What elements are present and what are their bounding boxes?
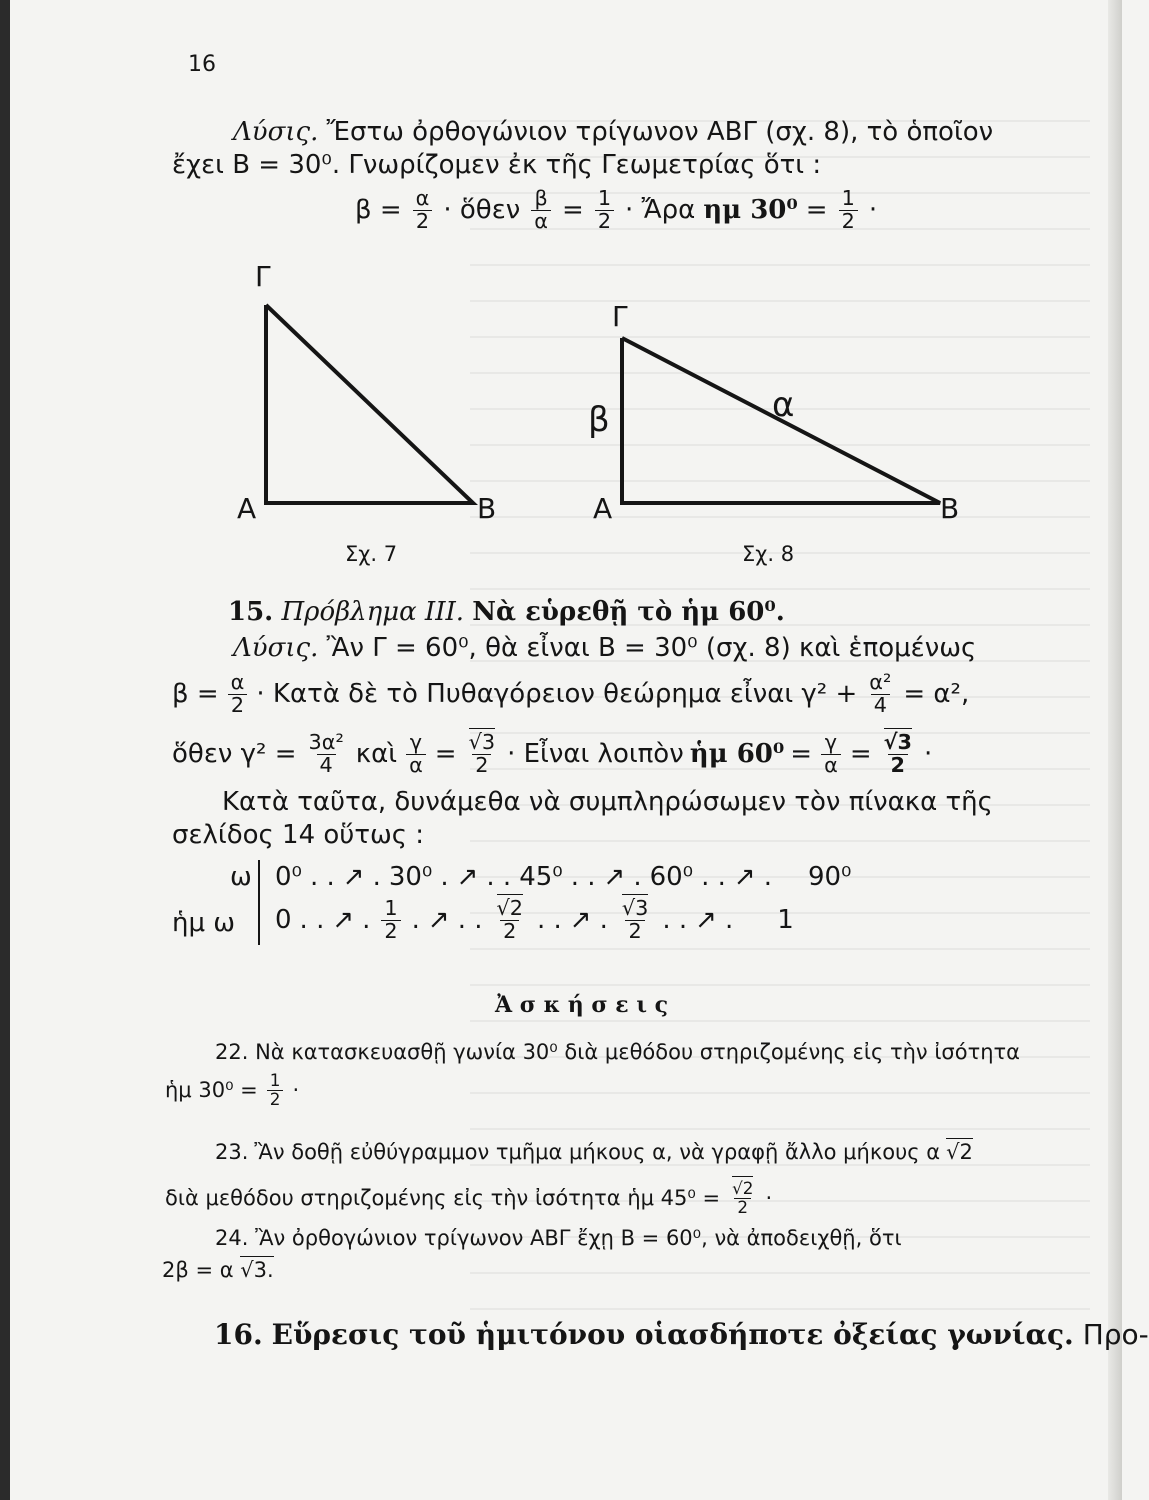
eq-equals: = <box>562 195 584 226</box>
dots: . . <box>701 862 726 892</box>
exercise-22-fraction: $\frac{1}{2}$ <box>267 1072 284 1108</box>
fig7-vertex-alpha: Α <box>237 492 257 525</box>
exercise-23-root: √ 2 <box>946 1138 973 1164</box>
arrow-icon: ↗ <box>456 862 479 892</box>
dot: . <box>372 862 381 892</box>
dots: . . <box>299 905 325 936</box>
eq-sign: = <box>434 739 457 770</box>
sin-90: 1 <box>777 905 794 936</box>
exercise-22-number: 22. <box>215 1040 249 1064</box>
dot: . <box>362 905 371 936</box>
page-number: 16 <box>188 52 216 77</box>
dot: . <box>440 862 449 892</box>
angle-45: 45⁰ <box>519 862 563 892</box>
sin-30: $\frac{1}{2}$ <box>381 898 400 943</box>
beta-eq: β = <box>172 679 219 710</box>
dots: . . <box>662 905 688 936</box>
solution-1-line-2: ἔχει Β = 30⁰. Γνωρίζομεν ἐκ τῆς Γεωμετρίας ὅτι : <box>172 150 822 180</box>
exercise-23-line-2-text: διὰ μεθόδου στηριζομένης εἰς τὴν ἰσότητα ἡμ 45⁰ = <box>165 1186 721 1211</box>
fraction-a2-over-4: $\frac{\text{α²}}{4}$ <box>869 670 892 717</box>
problem-15-line-5: σελίδος 14 οὕτως : <box>172 820 425 850</box>
sin-60: √ $\frac{3}{2}$ <box>619 898 652 943</box>
exercise-24-root: √ 3. <box>240 1256 273 1282</box>
exercises-heading: Ἀ σ κ ή σ ε ι ς <box>495 992 669 1018</box>
fig8-vertex-gamma: Γ <box>612 300 628 333</box>
section-16-title: Εὕρεσις τοῦ ἡμιτόνου οἱασδήποτε ὀξείας γωνίας. <box>271 1318 1074 1351</box>
angle-60: 60⁰ <box>649 862 694 892</box>
page-edge-right <box>1108 0 1122 1500</box>
solution-label: Λύσις. <box>233 117 319 147</box>
fraction-1-over-2: $\frac{1}{2}$ <box>595 188 614 233</box>
exercise-24 <box>215 1226 902 1250</box>
fraction-g-over-a: $\frac{\gamma}{\alpha}$ <box>406 732 426 777</box>
problem-15-line-1-text: Ἂν Γ = 60⁰, θὰ εἶναι Β = 30⁰ (σχ. 8) καὶ ἑπομένως <box>326 633 977 663</box>
dots: . . <box>457 905 483 936</box>
exercise-23 <box>215 1138 973 1164</box>
problem-15-line-4: Κατὰ ταῦτα, δυνάμεθα νὰ συμπληρώσωμεν τὸν πίνακα τῆς <box>222 787 993 817</box>
problem-15-line-3 <box>172 732 932 777</box>
fraction-1-over-2-result: $\frac{1}{2}$ <box>839 188 858 233</box>
dot: . <box>411 905 420 936</box>
fraction-a-over-2-b: $\frac{\alpha}{2}$ <box>228 672 248 717</box>
dots: . . <box>537 905 562 936</box>
section-16-heading <box>214 1318 1149 1351</box>
sin-45: √ $\frac{2}{2}$ <box>494 898 527 943</box>
exercise-22-eq-lhs: ἡμ 30⁰ = <box>165 1078 258 1103</box>
exercise-23-text: Ἂν δοθῇ εὐθύγραμμον τμῆμα μήκους α, νὰ γραφῇ ἄλλο μήκους α <box>254 1140 941 1164</box>
angle-30: 30⁰ <box>388 862 433 892</box>
eq-therefore: · Ἄρα <box>625 195 696 226</box>
and-text: καὶ <box>355 739 398 770</box>
page-edge-left <box>0 0 10 1500</box>
dots: . . <box>309 862 335 892</box>
sin-0: 0 <box>275 905 292 936</box>
table-row-angles <box>275 862 851 892</box>
triangle-fig7 <box>266 305 473 503</box>
dot: . <box>763 862 772 892</box>
angle-0: 0⁰ <box>275 862 302 892</box>
fraction-sqrt3-over-2-bold: √ $\frac{3}{2}$ <box>881 732 915 777</box>
pythagorean-end: = α², <box>903 679 970 710</box>
exercise-23-number: 23. <box>215 1140 249 1164</box>
fig8-vertex-beta: Β <box>940 492 960 525</box>
eq-hence: · ὅθεν <box>443 195 521 226</box>
dots: . . <box>570 862 596 892</box>
table-divider <box>258 860 260 945</box>
arrow-icon: ↗ <box>733 862 756 892</box>
fraction-sqrt3-over-2: √ $\frac{3}{2}$ <box>466 732 499 777</box>
problem-15-heading <box>228 597 785 627</box>
problem-15-title: Πρόβλημα III. <box>281 597 464 627</box>
dot: . <box>633 862 642 892</box>
eq-sign-2: = <box>790 739 813 770</box>
fig8-side-b-label: β <box>588 400 610 440</box>
section-16-number: 16. <box>214 1318 263 1351</box>
problem-15-statement: Νὰ εὑρεθῇ τὸ ἡμ 60⁰. <box>472 597 785 627</box>
fraction-a-over-2: $\frac{\alpha}{2}$ <box>413 188 433 233</box>
eq-sign-3: = <box>849 739 872 770</box>
table-row-sines <box>275 898 794 943</box>
dot: . <box>599 905 608 936</box>
arrow-icon: ↗ <box>569 905 592 936</box>
fig7-vertex-gamma: Γ <box>255 260 271 293</box>
dot: · <box>292 1078 300 1103</box>
equation-sin30 <box>355 188 877 233</box>
fraction-g-over-a-2: $\frac{\gamma}{\alpha}$ <box>821 732 841 777</box>
fig7-vertex-beta: Β <box>477 492 497 525</box>
problem-15-line-2 <box>172 672 969 717</box>
section-16-tail: Προ- <box>1082 1318 1149 1351</box>
angle-90: 90⁰ <box>807 862 852 892</box>
arrow-icon: ↗ <box>603 862 626 892</box>
dot: . <box>724 905 734 936</box>
exercise-22-text: Νὰ κατασκευασθῇ γωνία 30⁰ διὰ μεθόδου στηριζομένης εἰς τὴν ἰσότητα <box>255 1040 1021 1064</box>
arrow-icon: ↗ <box>695 905 717 936</box>
fig8-side-a-label: α <box>772 385 795 425</box>
fig8-caption: Σχ. 8 <box>742 542 795 566</box>
problem-15-line-1 <box>233 633 976 663</box>
table-row1-label: ω <box>230 862 252 892</box>
hence-gamma: ὅθεν γ² = <box>172 739 297 770</box>
arrow-icon: ↗ <box>427 905 450 936</box>
eq-sin30: ημ 30⁰ <box>703 195 798 226</box>
eq-dot-2: · <box>923 739 933 770</box>
fraction-b-over-a: $\frac{\beta}{\alpha}$ <box>531 188 551 233</box>
fig7-caption: Σχ. 7 <box>345 542 398 566</box>
fraction-3a2-over-4: $\frac{\text{3α²}}{4}$ <box>308 730 344 777</box>
exercise-22-eq <box>165 1072 299 1108</box>
dots: . . <box>486 862 512 892</box>
solution-1-text: Ἔστω ὀρθογώνιον τρίγωνον ΑΒΓ (σχ. 8), τὸ ὁποῖον <box>326 117 994 147</box>
pythagorean-text: · Κατὰ δὲ τὸ Πυθαγόρειον θεώρημα εἶναι γ² + <box>256 679 858 710</box>
eq-dot: · <box>868 195 878 226</box>
exercise-24-eq: 2β = α <box>162 1258 234 1282</box>
exercise-23-fraction: √ $\frac{2}{2}$ <box>729 1180 756 1216</box>
solution-1-line-1 <box>233 117 993 147</box>
fig8-vertex-alpha: Α <box>593 492 613 525</box>
exercise-23-line-2 <box>165 1180 772 1216</box>
arrow-icon: ↗ <box>342 862 365 892</box>
exercise-22 <box>215 1040 1020 1064</box>
arrow-icon: ↗ <box>332 905 355 936</box>
dot: · <box>765 1186 773 1211</box>
solution-label-2: Λύσις. <box>233 633 319 663</box>
exercise-24-line-2 <box>162 1258 274 1282</box>
figures-triangles <box>230 260 990 580</box>
eq-equals-2: = <box>805 195 828 226</box>
exercise-24-text: Ἂν ὀρθογώνιον τρίγωνον ΑΒΓ ἔχῃ Β = 60⁰, νὰ ἀποδειχθῇ, ὅτι <box>255 1226 902 1250</box>
table-row2-label: ἡμ ω <box>172 908 236 938</box>
eq-lhs: β = <box>355 195 402 226</box>
exercise-24-number: 24. <box>215 1226 249 1250</box>
sin60-bold: ἡμ 60⁰ <box>689 739 785 770</box>
therefore-text: · Εἶναι λοιπὸν <box>507 739 684 770</box>
problem-15-number: 15. <box>228 597 274 627</box>
